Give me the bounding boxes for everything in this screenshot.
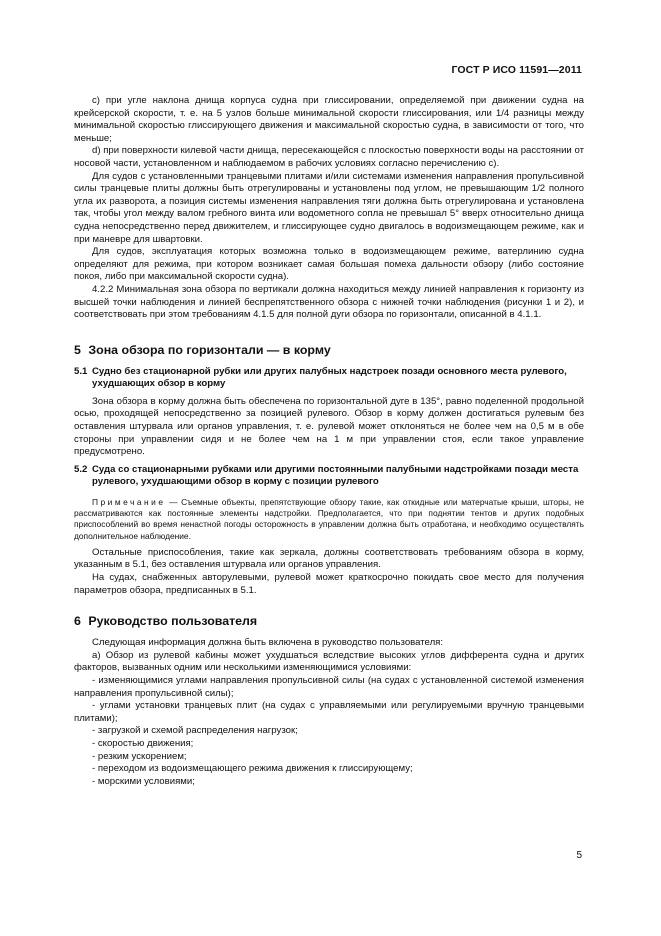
subsection-5-2-heading (74, 464, 584, 489)
paragraph-6-item-a: а) Обзор из рулевой кабины может ухудшаться вследствие высоких углов дифферента судна и других факторов, вызванных одним или несколькими изменяющимися условиями: (74, 649, 584, 674)
section-5-number: 5 (74, 342, 81, 357)
list-item: - скоростью движения; (92, 737, 194, 749)
paragraph-5-1: Зона обзора в корму должна быть обеспечена по горизонтальной дуге в 135°, равно поделенной продольной осью, проходящей непосредственно за позицией рулевого. Обзор в корму должен достигаться рулевым без оставления штурвала или органов управления, т. е. рулевой может отклоняться не более чем на 0,5 м в обе стороны при управлении сидя и не более чем на 1 м при управлении стоя, если такое управление предусмотрено. (74, 395, 584, 458)
subsection-5-1-number: 5.1 (74, 365, 88, 377)
section-6-number: 6 (74, 614, 81, 629)
paragraph-transom-plates: Для судов с установленными транцевыми плитами и/или системами изменения направления пропульсивной силы транцевые плиты должны быть отрегулированы и установлены под углом, не превышающим 1/2 полного угла их разворота, а позиция системы изменения направления тяги должна быть отрегулирована и установлена так, чтобы угол между валом гребного винта или водометного сопла не превышал 5° вверх относительно днища судна непосредственно перед движителем, и глиссирующее судно двигалось в водоизмещающем режиме, как и при маневре для швартовки. (74, 170, 584, 245)
document-header: ГОСТ Р ИСО 11591—2011 (451, 64, 582, 76)
list-item: - морскими условиями; (92, 775, 195, 787)
subsection-5-1-title: Судно без стационарной рубки или других палубных надстроек позади основного места рулевого, ухудшающих обзор в корму (92, 365, 567, 390)
list-item: - углами установки транцевых плит (на судах с управляемыми или регулируемыми вручную транцевыми плитами); (74, 700, 584, 724)
section-5-heading (74, 342, 584, 358)
list-item: - загрузкой и схемой распределения нагрузок; (92, 725, 298, 737)
page-content (74, 95, 584, 788)
paragraph-displacement-mode: Для судов, эксплуатация которых возможна только в водоизмещающем режиме, ватерлинию судна определяют для режима, при котором возникает самая большая помеха дальности обзору (либо состояние покоя, либо при максимальной скорости судна). (74, 246, 584, 283)
note-paragraph (74, 497, 584, 542)
paragraph-5-2-autopilot: На судах, снабженных авторулевыми, рулевой может краткосрочно покидать свое место для получения параметров обзора, предписанных в 5.1. (74, 572, 584, 596)
paragraph-5-2-other-devices: Остальные приспособления, такие как зеркала, должны соответствовать требованиям обзора в корму, указанным в 5.1, без оставления штурвала или органов управления. (74, 546, 584, 571)
paragraph-4-2-2: 4.2.2 Минимальная зона обзора по вертикали должна находиться между линией направления к горизонту из высшей точки наблюдения и линией беспрепятственного обзора с нижней точки наблюдения (рисунки 1 и 2), и соответствовать при этом требованиям 4.1.5 для полной дуги обзора по горизонтали, описанной в 4.1.1. (74, 283, 584, 321)
list-item: - резким ускорением; (92, 750, 187, 762)
section-6-title: Руководство пользователя (88, 614, 258, 629)
list-item: - изменяющимися углами направления пропульсивной силы (на судах с установленной системой изменения направления пропульсивной силы); (74, 675, 584, 699)
page-number: 5 (576, 850, 582, 861)
note-text: — Съемные объекты, препятствующие обзору такие, как откидные или матерчатые крыши, шторы, не рассматриваются как постоянные элементы надстройки. Предполагается, что при поднятии тентов и других подобных приспособлений во время ненастной погоды осторожность в управлении должна быть отработана, и необходимо осуществлять дополнительное наблюдение. (74, 497, 584, 541)
subsection-5-2-title: Суда со стационарными рубками или другими постоянными палубными надстройками позади места рулевого, ухудшающими обзор в корму с позиции рулевого (92, 463, 579, 488)
paragraph-4-2-1-c: с) при угле наклона днища корпуса судна при глиссировании, определяемой при движении судна на крейсерской скорости, т. е. на 5 узлов больше минимальной скорости глиссирования, или 1/4 разницы между минимальной скоростью глиссирующего движения и максимальной скоростью судна, в зависимости от того, что меньше; (74, 95, 584, 144)
list-item: - переходом из водоизмещающего режима движения к глиссирующему; (92, 763, 413, 775)
note-label: Примечание (92, 497, 166, 508)
paragraph-4-2-1-d: d) при поверхности килевой части днища, пересекающейся с плоскостью поверхности воды на расстоянии от носовой части, установленном и наблюдаемом в рабочих условиях согласно перечислению с). (74, 145, 584, 169)
section-5-title: Зона обзора по горизонтали — в корму (88, 342, 331, 357)
subsection-5-2-number: 5.2 (74, 463, 88, 475)
paragraph-6-intro: Следующая информация должна быть включена в руководство пользователя: (92, 637, 444, 649)
section-6-heading (74, 613, 584, 629)
subsection-5-1-heading (74, 366, 584, 391)
